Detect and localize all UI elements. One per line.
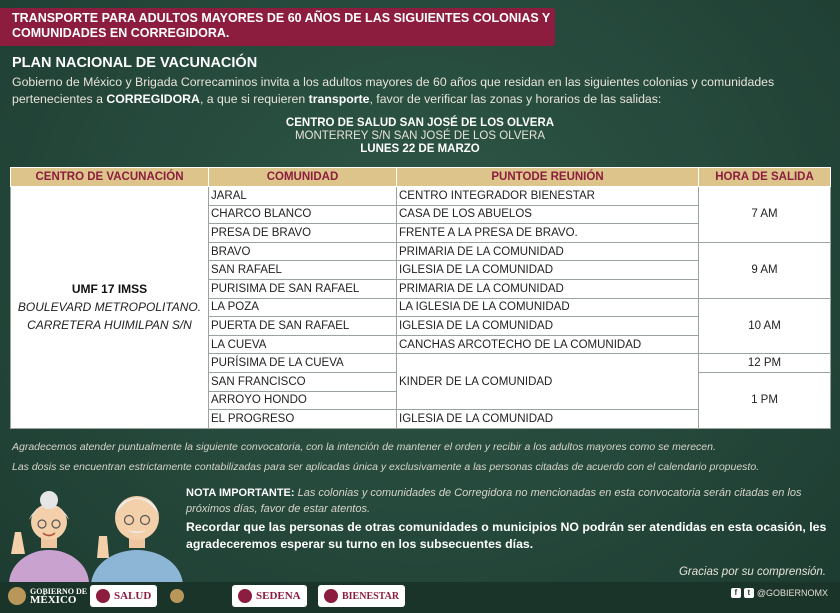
meeting-point-cell: FRENTE A LA PRESA DE BRAVO. (397, 224, 699, 243)
community-cell: LA CUEVA (209, 335, 397, 354)
community-cell: PUERTA DE SAN RAFAEL (209, 317, 397, 336)
meeting-point-cell: CASA DE LOS ABUELOS (397, 205, 699, 224)
community-cell: EL PROGRESO (209, 410, 397, 429)
community-cell: SAN RAFAEL (209, 261, 397, 280)
salud-emblem-icon (96, 589, 110, 603)
departure-time-cell: 10 AM (699, 298, 831, 354)
community-cell: PRESA DE BRAVO (209, 224, 397, 243)
community-cell: PURISIMA DE SAN RAFAEL (209, 279, 397, 298)
meeting-point-cell: IGLESIA DE LA COMUNIDAD (397, 261, 699, 280)
community-cell: JARAL (209, 187, 397, 206)
sedena-logo: SEDENA (232, 585, 307, 607)
punctuality-note: Agradecemos atender puntualmente la siguiente convocatoria, con la intención de mantener el orden y recibir a los adultos mayores como se merecen. (12, 441, 716, 453)
departure-time-cell: 7 AM (699, 187, 831, 243)
health-center-name: CENTRO DE SALUD SAN JOSÉ DE LOS OLVERA (285, 117, 555, 129)
elderly-couple-illustration (5, 478, 185, 584)
schedule-table (10, 167, 831, 429)
meeting-point-cell: CANCHAS ARCOTECHO DE LA COMUNIDAD (397, 335, 699, 354)
banner-line-1: TRANSPORTE PARA ADULTOS MAYORES DE 60 AÑOS DE LAS SIGUIENTES COLONIAS Y (12, 11, 551, 25)
transport-word: transporte (308, 92, 370, 106)
header-banner (0, 8, 555, 46)
departure-time-cell: 1 PM (699, 372, 831, 428)
header-community: COMUNIDAD (209, 168, 397, 187)
health-center-info (0, 117, 840, 156)
bienestar-logo: BIENESTAR (318, 585, 405, 607)
plan-title: PLAN NACIONAL DE VACUNACIÓN (12, 55, 258, 71)
meeting-point-cell: PRIMARIA DE LA COMUNIDAD (397, 279, 699, 298)
important-note: NOTA IMPORTANTE: Las colonias y comunidades de Corregidora no mencionadas en esta convocatoria serán citadas en los próximos días, favor de estar atentos. (186, 487, 802, 515)
secretaria-logo (170, 585, 224, 607)
twitter-icon: t (744, 588, 754, 598)
health-center-address: MONTERREY S/N SAN JOSÉ DE LOS OLVERA (294, 130, 546, 142)
header-vaccination-center: CENTRO DE VACUNACIÓN (11, 168, 209, 187)
social-handle: f t @GOBIERNOMX (731, 588, 828, 598)
salud-logo: SALUD (90, 585, 157, 607)
banner-line-2: COMUNIDADES EN CORREGIDORA. (12, 26, 230, 40)
intro-paragraph: Gobierno de México y Brigada Correcaminos invita a los adultos mayores de 60 años que residan en las siguientes colonias y comunidades pertenecientes a CORREGIDORA, a que si requieren transporte, favor de verificar las zonas y horarios de las salidas: (12, 75, 775, 106)
thanks-message: Gracias por su comprensión. (678, 566, 826, 578)
community-cell: ARROYO HONDO (209, 391, 397, 410)
table-header-row (11, 168, 831, 187)
table-row (11, 187, 831, 206)
community-cell: LA POZA (209, 298, 397, 317)
recall-message: Recordar que las personas de otras comunidades o municipios NO podrán ser atendidas en esta ocasión, les agradeceremos esperar su turno en los subsecuentes días. (186, 520, 827, 551)
community-cell: PURÍSIMA DE LA CUEVA (209, 354, 397, 373)
secretaria-emblem-icon (170, 589, 184, 603)
departure-time-cell: 9 AM (699, 242, 831, 298)
facebook-icon: f (731, 588, 741, 598)
eagle-seal-icon (8, 587, 26, 605)
meeting-point-cell: PRIMARIA DE LA COMUNIDAD (397, 242, 699, 261)
meeting-point-cell: IGLESIA DE LA COMUNIDAD (397, 317, 699, 336)
meeting-point-cell: IGLESIA DE LA COMUNIDAD (397, 410, 699, 429)
vaccination-unit: UMF 17 IMSS (71, 282, 148, 297)
vaccination-center-cell (11, 187, 209, 429)
sedena-emblem-icon (238, 589, 252, 603)
community-cell: SAN FRANCISCO (209, 372, 397, 391)
header-departure-time: HORA DE SALIDA (699, 168, 831, 187)
important-label: NOTA IMPORTANTE: (186, 487, 295, 499)
meeting-point-cell: LA IGLESIA DE LA COMUNIDAD (397, 298, 699, 317)
community-cell: BRAVO (209, 242, 397, 261)
header-meeting-point: PUNTODE REUNIÓN (397, 168, 699, 187)
bienestar-emblem-icon (324, 589, 338, 603)
meeting-point-cell: CENTRO INTEGRADOR BIENESTAR (397, 187, 699, 206)
vaccination-address-1: BOULEVARD METROPOLITANO. (17, 300, 202, 315)
gobierno-mexico-logo: GOBIERNO DE MÉXICO (8, 585, 87, 607)
community-cell: CHARCO BLANCO (209, 205, 397, 224)
schedule-date: LUNES 22 DE MARZO (360, 143, 480, 155)
municipality-name: CORREGIDORA (106, 92, 200, 106)
vaccination-address-2: CARRETERA HUIMILPAN S/N (27, 318, 192, 333)
departure-time-cell: 12 PM (699, 354, 831, 373)
dose-note: Las dosis se encuentran estrictamente contabilizadas para ser aplicadas única y exclusivamente a las personas citadas de acuerdo con el calendario propuesto. (12, 461, 760, 473)
meeting-point-cell: KINDER DE LA COMUNIDAD (397, 354, 699, 410)
